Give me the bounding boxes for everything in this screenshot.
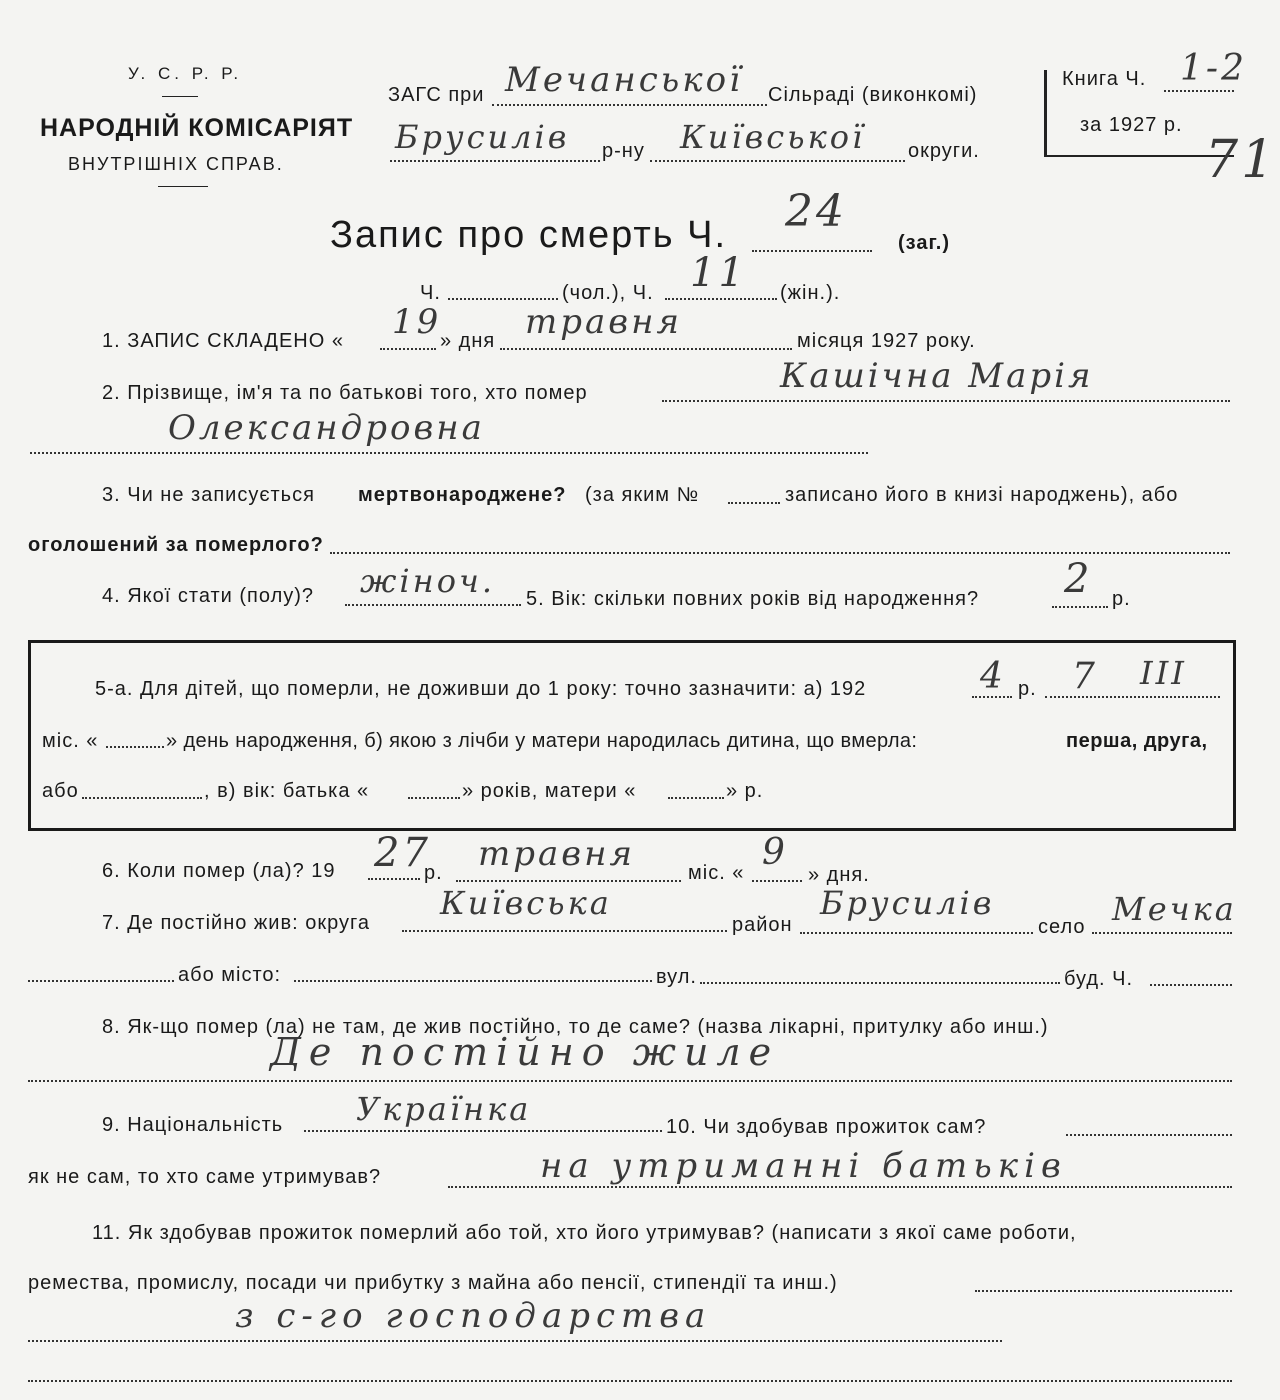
- q6-tail: » дня.: [808, 864, 870, 886]
- q4-sex-field: [345, 604, 521, 606]
- q7-vul-field: [700, 982, 1060, 984]
- book-number-field: [1164, 90, 1234, 92]
- q3-p1: 3. Чи не записується: [102, 484, 315, 506]
- sub-ch-label: Ч.: [420, 282, 441, 304]
- q10b-label: як не сам, то хто саме утримував?: [28, 1166, 382, 1188]
- female-number-handwriting: 11: [690, 250, 747, 296]
- q1-month-handwriting: травня: [525, 302, 682, 342]
- q5a-day-handwriting: 7: [1072, 656, 1098, 697]
- q5a-mother-age-field: [668, 797, 724, 799]
- q7-label: 7. Де постійно жив: округа: [102, 912, 370, 934]
- q3-number-field: [728, 502, 780, 504]
- book-label: Книга Ч.: [1062, 68, 1147, 90]
- q5-label: 5. Вік: скільки повних років від народження?: [526, 588, 980, 610]
- q8-answer-handwriting: Де постійно жиле: [270, 1030, 780, 1074]
- q5a-birthday-field: [106, 746, 164, 748]
- q5a-line3b: , в) вік: батька «: [204, 780, 370, 802]
- q11-answer-field: [28, 1340, 1002, 1342]
- sub-chol-label: (чол.), Ч.: [562, 282, 654, 304]
- q6-day-handwriting: 9: [762, 832, 788, 873]
- q7-bud-field: [1150, 984, 1232, 986]
- q1-label: 1. ЗАПИС СКЛАДЕНО «: [102, 330, 344, 352]
- q5a-year-field: [972, 696, 1012, 698]
- q3-p4: записано його в книзі народжень), або: [785, 484, 1179, 506]
- q5a-line3d: » р.: [726, 780, 764, 802]
- q7-vul-label: вул.: [656, 966, 697, 988]
- q6-day-field: [752, 880, 802, 882]
- q5-age-field: [1052, 606, 1108, 608]
- q5a-daymonth-field: [1045, 696, 1220, 698]
- q1-month-field: [500, 348, 792, 350]
- female-number-field: [665, 298, 777, 300]
- q1-day-handwriting: 19: [392, 302, 442, 342]
- q11-answer-handwriting: з с-го господарства: [235, 1296, 712, 1336]
- department-label: ВНУТРІШНІХ СПРАВ.: [68, 154, 284, 174]
- raion-handwriting: Брусилів: [395, 118, 570, 156]
- q10-answer-field: [1066, 1134, 1232, 1136]
- q9-label: 9. Національність: [102, 1114, 284, 1136]
- q7-raion-field: [800, 932, 1033, 934]
- okruha-suffix: округи.: [908, 140, 980, 162]
- q5-age-handwriting: 2: [1064, 556, 1093, 602]
- male-number-field: [448, 298, 558, 300]
- q7-raion-handwriting: Брусилів: [820, 884, 995, 922]
- q7-misto-label: або місто:: [178, 964, 282, 986]
- q9-answer-handwriting: Українка: [356, 1090, 532, 1128]
- commissariat-title: НАРОДНІЙ КОМІСАРІЯТ: [40, 114, 354, 142]
- q3-p2: мертвонароджене?: [358, 484, 567, 506]
- republic-label: У. С. Р. Р.: [128, 64, 243, 83]
- q5a-line2a: міс. «: [42, 730, 99, 752]
- q10b-answer-field: [448, 1186, 1232, 1188]
- q5a-month-handwriting: ІІІ: [1140, 654, 1187, 692]
- q5a-year-handwriting: 4: [980, 656, 1006, 697]
- q2-patronymic-field: [30, 452, 868, 454]
- q6-mis: міс. «: [688, 862, 745, 884]
- q2-label: 2. Прізвище, ім'я та по батькові того, хто помер: [102, 382, 588, 404]
- q1-day-field: [380, 348, 436, 350]
- sub-zhin-label: (жін.).: [780, 282, 841, 304]
- q1-mid: » дня: [440, 330, 496, 352]
- book-number-handwriting: 1-2: [1180, 48, 1247, 89]
- q2-name-field: [662, 400, 1230, 402]
- q5-age-tail: р.: [1112, 588, 1131, 610]
- q10-label: 10. Чи здобував прожиток сам?: [666, 1116, 987, 1138]
- q8-answer-field: [28, 1080, 1232, 1082]
- q5a-line2b: » день народження, б) якою з лічби у матери народилась дитина, що вмерла:: [166, 730, 918, 752]
- q7-okruha-field: [402, 930, 727, 932]
- book-year: за 1927 р.: [1080, 114, 1183, 136]
- q7-misto-field: [294, 980, 652, 982]
- q3-p5: оголошений за померлого?: [28, 534, 324, 556]
- q4-sex-handwriting: жіноч.: [360, 562, 496, 600]
- zags-prefix: ЗАГС при: [388, 84, 485, 106]
- q5a-line1: 5-а. Для дітей, що померли, не доживши до 1 року: точно зазначити: а) 192: [95, 678, 867, 700]
- q5a-order-field: [82, 797, 202, 799]
- q7-bud-label: буд. Ч.: [1064, 968, 1134, 990]
- q4-label: 4. Якої стати (полу)?: [102, 585, 315, 607]
- q7-prefix-field: [28, 980, 174, 982]
- record-number-handwriting: 24: [785, 186, 847, 237]
- q1-tail: місяця 1927 року.: [797, 330, 976, 352]
- q6-month-handwriting: травня: [478, 834, 635, 874]
- q11-line1: 11. Як здобував прожиток померлий або той, хто його утримував? (написати з якої саме роботи,: [92, 1222, 1077, 1244]
- q6-year-handwriting: 27: [374, 830, 431, 876]
- q5a-line3a: або: [42, 780, 79, 802]
- q5a-line2c: перша, друга,: [1066, 730, 1208, 752]
- q7-raion-label: район: [732, 914, 793, 936]
- record-number-field: [752, 250, 872, 252]
- q3-declared-field: [330, 552, 1230, 554]
- q8-label: 8. Як-що помер (ла) не там, де жив постійно, то де саме? (назва лікарні, притулку або инш.): [102, 1016, 1049, 1038]
- okruha-field: [650, 160, 905, 162]
- q5a-line3c: » років, матери «: [462, 780, 637, 802]
- q7-selo-handwriting: Мечка: [1112, 890, 1237, 928]
- book-box-bracket: [1044, 70, 1047, 156]
- q6-label: 6. Коли помер (ла)? 19: [102, 860, 336, 882]
- raion-suffix: р-ну: [602, 140, 645, 162]
- q6-r: р.: [424, 862, 443, 884]
- divider: [162, 96, 198, 97]
- council-field: [492, 104, 767, 106]
- title-suffix: (заг.): [898, 232, 951, 254]
- q7-selo-field: [1092, 932, 1232, 934]
- q10b-answer-handwriting: на утриманні батьків: [540, 1146, 1067, 1186]
- q9-answer-field: [304, 1130, 662, 1132]
- q11-answer-field-2: [28, 1380, 1232, 1382]
- q6-month-field: [456, 880, 681, 882]
- q7-okruha-handwriting: Київська: [440, 884, 612, 922]
- q6-year-field: [368, 878, 420, 880]
- okruha-handwriting: Київської: [680, 118, 866, 156]
- q5a-r: р.: [1018, 678, 1037, 700]
- margin-handwriting: 71: [1205, 130, 1278, 190]
- council-handwriting: Мечанської: [505, 60, 743, 100]
- q5a-father-age-field: [408, 797, 460, 799]
- raion-field: [390, 160, 600, 162]
- q7-selo-label: село: [1038, 916, 1086, 938]
- q2-patronymic-handwriting: Олександровна: [168, 408, 485, 448]
- document-title: Запис про смерть Ч.: [330, 214, 728, 256]
- q2-name-handwriting: Кашічна Марія: [780, 356, 1094, 396]
- divider: [158, 186, 208, 187]
- q11-line2: ремества, промислу, посади чи прибутку з майна або пенсії, стипендії та инш.): [28, 1272, 838, 1294]
- q11-line2-field: [975, 1290, 1232, 1292]
- q3-p3: (за яким №: [585, 484, 700, 506]
- council-suffix: Сільраді (виконкомі): [768, 84, 978, 106]
